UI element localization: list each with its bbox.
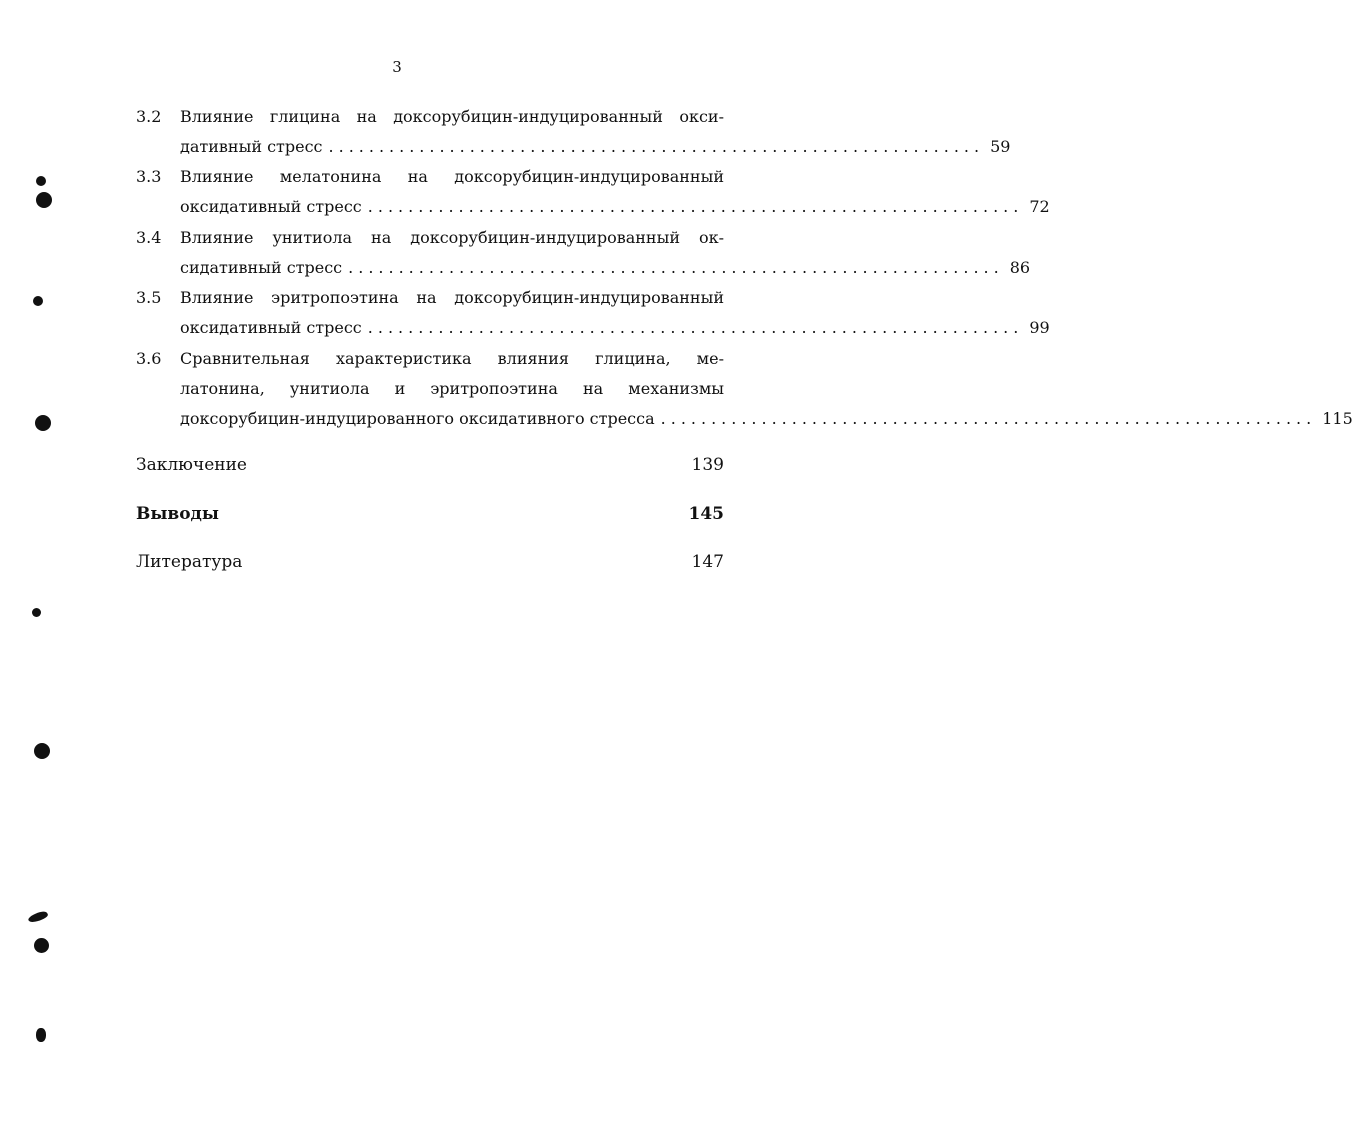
chapter-page: 147 — [691, 552, 724, 572]
scan-blot — [33, 296, 43, 306]
section-number: 3.5 — [136, 288, 162, 307]
punch-hole — [36, 192, 52, 208]
toc-entry-3-4 — [136, 223, 1031, 283]
punch-hole — [34, 938, 49, 953]
entry-page: 72 — [1029, 197, 1050, 216]
toc-chapter-conclusion — [136, 455, 724, 475]
punch-hole — [34, 743, 50, 759]
chapter-title: Выводы — [136, 504, 219, 524]
dot-leader: ................................................................. — [660, 409, 1317, 428]
scan-blot — [32, 608, 41, 617]
scan-blot — [27, 909, 49, 925]
entry-page: 86 — [1009, 258, 1031, 277]
toc-entry-3-3 — [136, 162, 1050, 222]
toc-entry-3-6 — [136, 344, 1353, 434]
dot-leader: ................................................................. — [367, 197, 1024, 216]
entry-title-last-line: сидативный стресс — [180, 258, 343, 277]
chapter-title: Литература — [136, 552, 243, 572]
toc-entry-3-5 — [136, 283, 1050, 343]
entry-title-line: Влияние эритропоэтина на доксорубицин-индуцированный — [180, 288, 724, 307]
entry-page: 115 — [1322, 409, 1353, 428]
chapter-title: Заключение — [136, 455, 247, 475]
toc-chapter-findings — [136, 504, 724, 524]
punch-hole — [35, 415, 51, 431]
entry-title-last-line: доксорубицин-индуцированного оксидативного стресса — [180, 409, 655, 428]
entry-page: 59 — [990, 137, 1011, 156]
entry-title-last-line: дативный стресс — [180, 137, 323, 156]
scan-blot — [36, 1028, 46, 1042]
entry-page: 99 — [1029, 318, 1050, 337]
entry-title-line: Влияние мелатонина на доксорубицин-индуцированный — [180, 167, 724, 186]
dot-leader: ................................................................. — [328, 137, 985, 156]
dot-leader: ................................................................. — [367, 318, 1024, 337]
dot-leader: ................................................................. — [348, 258, 1004, 277]
toc-entry-3-2 — [136, 102, 1011, 162]
section-number: 3.4 — [136, 228, 162, 247]
chapter-page: 145 — [688, 504, 724, 524]
toc-chapter-literature — [136, 552, 724, 572]
entry-title-last-line: оксидативный стресс — [180, 197, 362, 216]
entry-title-line: Влияние унитиола на доксорубицин-индуцированный ок- — [180, 228, 724, 247]
section-number: 3.6 — [136, 349, 162, 368]
entry-title-line: Влияние глицина на доксорубицин-индуцированный окси- — [180, 107, 724, 126]
section-number: 3.2 — [136, 107, 162, 126]
entry-title-line: Сравнительная характеристика влияния глицина, ме- — [180, 349, 724, 368]
entry-title-last-line: оксидативный стресс — [180, 318, 362, 337]
page-number: 3 — [392, 58, 402, 76]
entry-title-line: латонина, унитиола и эритропоэтина на механизмы — [180, 379, 724, 398]
chapter-page: 139 — [691, 455, 724, 475]
scan-blot — [36, 176, 46, 186]
section-number: 3.3 — [136, 167, 162, 186]
